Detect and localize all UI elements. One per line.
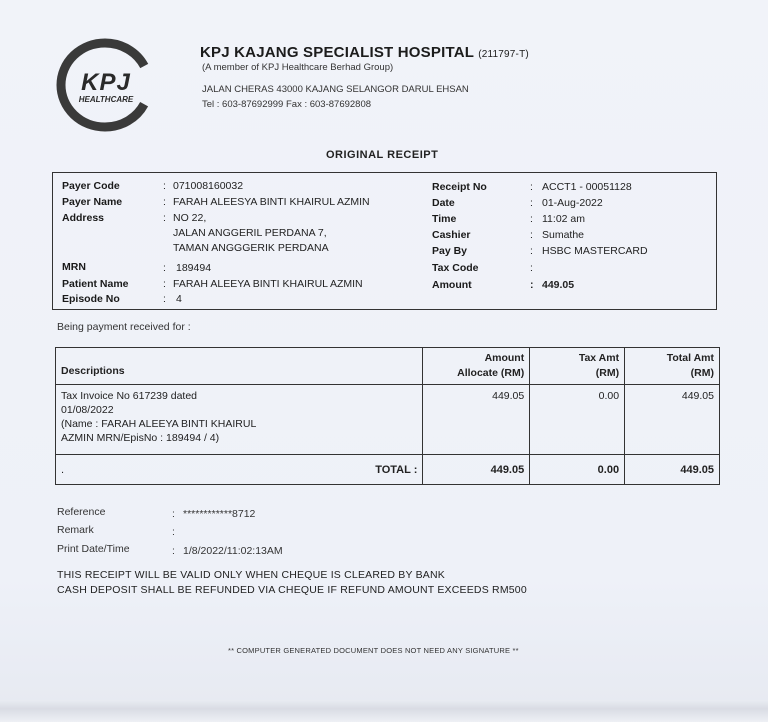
colon: : — [163, 196, 166, 208]
registration-number: (211797-T) — [478, 49, 529, 60]
colon: : — [530, 181, 533, 193]
total-allocate: 449.05 — [423, 455, 530, 485]
payment-table — [55, 347, 720, 485]
total-label: TOTAL : — [375, 463, 418, 476]
colon: : — [530, 262, 533, 274]
amount-label: Amount — [432, 279, 472, 291]
receipt-no: ACCT1 - 00051128 — [542, 181, 632, 193]
hospital-address: JALAN CHERAS 43000 KAJANG SELANGOR DARUL EHSAN — [202, 84, 469, 95]
total-label-cell — [56, 455, 423, 485]
remark-label: Remark — [57, 524, 94, 536]
print-datetime-label: Print Date/Time — [57, 543, 130, 555]
paper-bottom-edge — [0, 700, 768, 722]
hospital-name — [200, 44, 529, 61]
pay-by-label: Pay By — [432, 245, 468, 257]
address-label: Address — [62, 212, 105, 224]
colon: : — [163, 293, 166, 305]
episode-value: 4 — [176, 293, 182, 305]
row-tax: 0.00 — [530, 385, 625, 455]
total-amount: 449.05 — [625, 455, 720, 485]
mrn-value: 189494 — [176, 262, 212, 274]
address-line-1: NO 22, — [173, 212, 207, 224]
address-line-3: TAMAN ANGGGERIK PERDANA — [173, 242, 329, 254]
total-mark: . — [61, 463, 65, 476]
colon: : — [163, 180, 166, 192]
row-total: 449.05 — [625, 385, 720, 455]
computer-generated-note: ** COMPUTER GENERATED DOCUMENT DOES NOT NEED ANY SIGNATURE ** — [228, 646, 519, 655]
colon: : — [163, 262, 166, 274]
colon: : — [530, 229, 533, 241]
receipt-amount: 449.05 — [542, 279, 575, 291]
payer-code-label: Payer Code — [62, 180, 120, 192]
pay-by: HSBC MASTERCARD — [542, 245, 648, 257]
row-description: Tax Invoice No 617239 dated 01/08/2022 (Name : FARAH ALEEYA BINTI KHAIRUL AZMIN MRN/EpisNo : 189494 / 4) — [56, 385, 423, 455]
logo-text: KPJ — [81, 69, 131, 96]
total-tax: 0.00 — [530, 455, 625, 485]
payer-name: FARAH ALEESYA BINTI KHAIRUL AZMIN — [173, 196, 370, 208]
tax-code-label: Tax Code — [432, 262, 479, 274]
receipt-title: ORIGINAL RECEIPT — [326, 149, 439, 161]
notice-line-1: THIS RECEIPT WILL BE VALID ONLY WHEN CHEQUE IS CLEARED BY BANK — [57, 569, 445, 581]
member-of: (A member of KPJ Healthcare Berhad Group) — [202, 62, 394, 73]
colon: : — [163, 278, 166, 290]
table-header-row — [56, 348, 720, 385]
table-total-row — [56, 455, 720, 485]
table-row — [56, 385, 720, 455]
payer-name-label: Payer Name — [62, 196, 123, 208]
receipt-no-label: Receipt No — [432, 181, 487, 193]
colon: : — [530, 245, 533, 257]
colon: : — [530, 213, 533, 225]
reference-value: ************8712 — [183, 508, 256, 520]
hospital-contact: Tel : 603-87692999 Fax : 603-87692808 — [202, 99, 372, 110]
time-label: Time — [432, 213, 457, 225]
logo-subtext: HEALTHCARE — [78, 95, 134, 104]
colon: : — [530, 197, 533, 209]
address-line-2: JALAN ANGGERIL PERDANA 7, — [173, 227, 327, 239]
row-allocate: 449.05 — [423, 385, 530, 455]
cashier-label: Cashier — [432, 229, 471, 241]
notice-line-2: CASH DEPOSIT SHALL BE REFUNDED VIA CHEQUE IF REFUND AMOUNT EXCEEDS RM500 — [57, 584, 527, 596]
print-datetime: 1/8/2022/11:02:13AM — [183, 545, 283, 557]
colon: : — [172, 526, 175, 538]
kpj-logo — [55, 38, 155, 132]
receipt-date: 01-Aug-2022 — [542, 197, 603, 209]
header-tax: Tax Amt (RM) — [530, 348, 625, 385]
colon: : — [172, 545, 175, 557]
cashier-name: Sumathe — [542, 229, 585, 241]
header-descriptions: Descriptions — [56, 348, 423, 385]
colon: : — [163, 212, 166, 224]
header-allocate: Amount Allocate (RM) — [423, 348, 530, 385]
episode-label: Episode No — [62, 293, 120, 305]
header-total: Total Amt (RM) — [625, 348, 720, 385]
patient-name-label: Patient Name — [62, 278, 129, 290]
reference-label: Reference — [57, 506, 106, 518]
received-text: Being payment received for : — [57, 321, 191, 333]
payer-code: 071008160032 — [173, 180, 244, 192]
mrn-label: MRN — [62, 261, 86, 273]
colon: : — [530, 279, 534, 291]
colon: : — [172, 508, 175, 520]
receipt-time: 11:02 am — [542, 213, 585, 225]
hospital-name-text: KPJ KAJANG SPECIALIST HOSPITAL — [200, 44, 474, 61]
patient-name: FARAH ALEEYA BINTI KHAIRUL AZMIN — [173, 278, 363, 290]
date-label: Date — [432, 197, 455, 209]
